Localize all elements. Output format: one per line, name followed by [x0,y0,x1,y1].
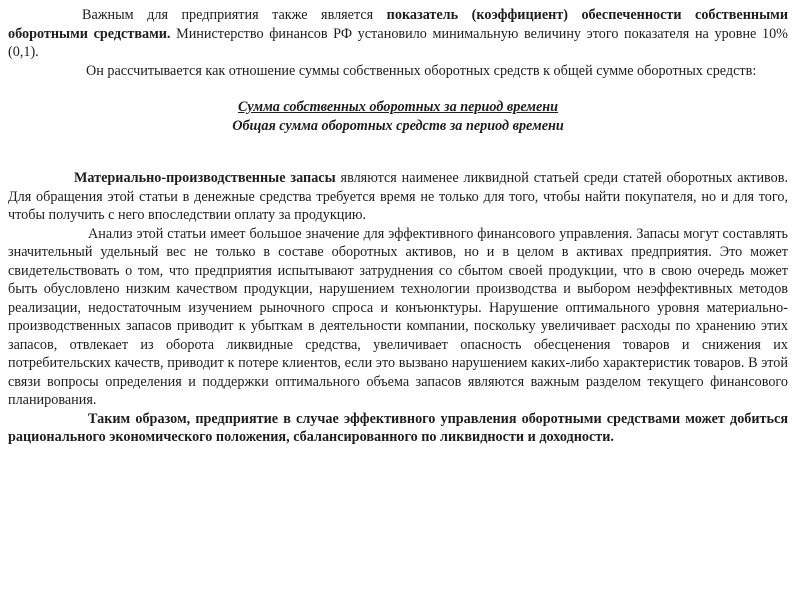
paragraph-calculation: Он рассчитывается как отношение суммы собственных оборотных средств к общей сумме оборотных средств: [86,62,757,79]
inventories-term: Материально-производственные запасы [74,170,336,186]
paragraph-inventories [8,169,788,225]
paragraph-conclusion: Таким образом, предприятие в случае эффективного управления оборотными средствами может добиться рационального экономического положения, сбалансированного по ликвидности и доходности. [8,410,788,445]
paragraph-analysis: Анализ этой статьи имеет большое значение для эффективного финансового управления. Запасы могут составлять значительный удельный вес не только в составе оборотных активов, но и в целом в активах предприятия. Это может свидетельствовать о том, что предприятия испытывают затруднения со сбытом своей продукции, что в свою очередь может быть обусловлено низким качеством продукции, нарушением технологии производства и выбором неэффективных методов реализации, недостаточным изучением рыночного спроса и конъюнктуры. Нарушение оптимального уровня материально-производственных запасов приводит к убыткам в деятельности компании, поскольку увеличивает расходы по хранению этих запасов, отвлекает из оборота ликвидные средства, увеличивает опасность обесценения товаров и снижения их потребительских качеств, приводит к потере клиентов, если это вызвано нарушением каких-либо характеристик товаров. В этой связи вопросы определения и поддержки оптимального объема запасов являются важным разделом текущего финансового планирования. [8,225,788,408]
formula-numerator: Сумма собственных оборотных за период времени [237,99,559,115]
coefficient-term: показатель (коэффициент) обеспеченности собственными оборотными средствами. [8,7,788,42]
paragraph-tail-text: Министерство финансов РФ установило минимальную величину этого показателя на уровне 10% (0,1). [8,25,788,60]
main-block [8,169,788,447]
intro-block [8,6,788,80]
paragraph-lead-text: Важным для предприятия также является [82,7,387,23]
paragraph-coefficient [8,6,788,62]
formula-denominator: Общая сумма оборотных средств за период времени [232,117,564,134]
inventories-text: являются наименее ликвидной статьей среди статей оборотных активов. Для обращения этой статьи в денежные средства требуется время не только для того, чтобы найти покупателя, но и для того, чтобы получить с него впоследствии оплату за продукцию. [8,170,788,223]
coefficient-formula [8,98,788,135]
